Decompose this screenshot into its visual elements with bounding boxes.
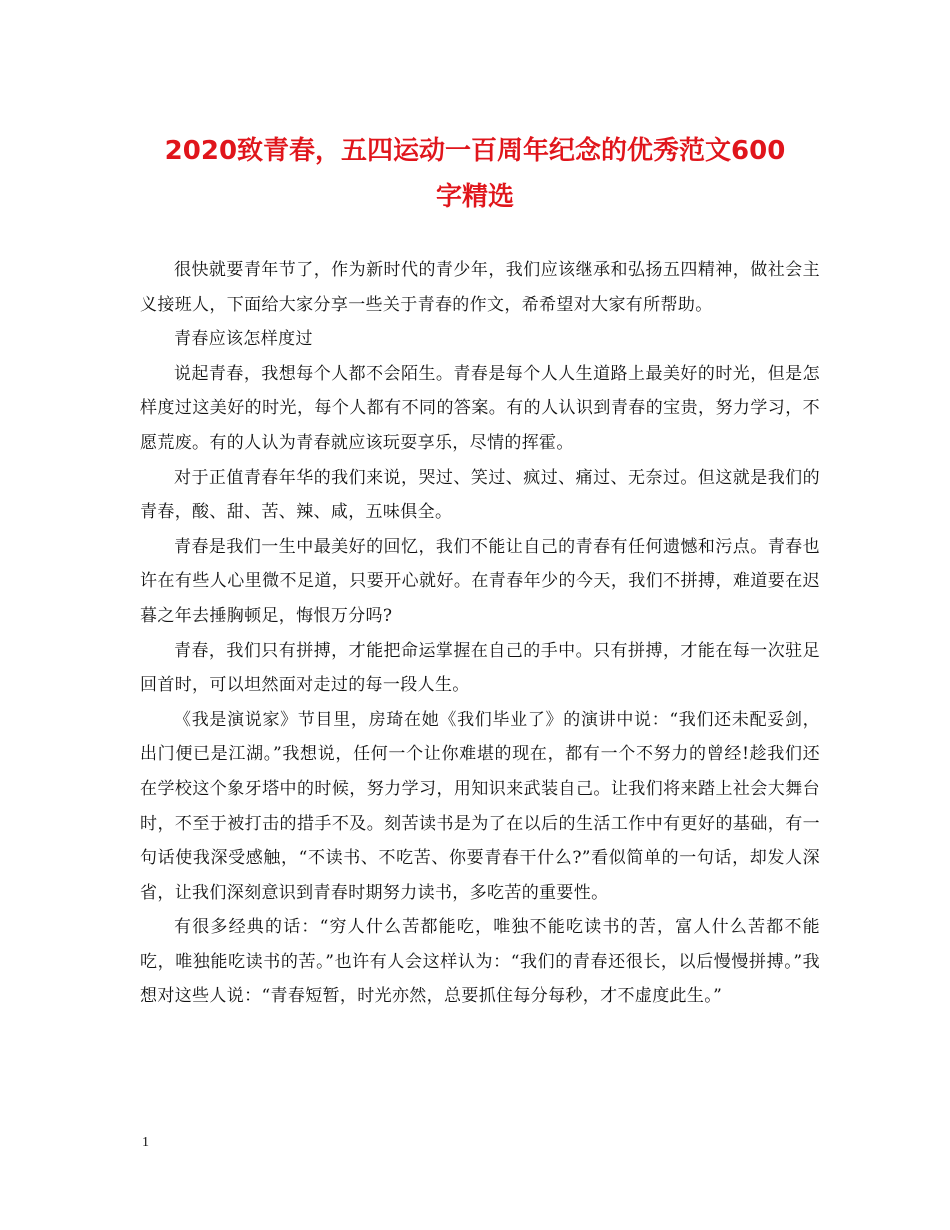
document-body	[140, 253, 820, 1014]
paragraph-3: 青春是我们一生中最美好的回忆，我们不能让自己的青春有任何遗憾和污点。青春也许在有些人心里微不足道，只要开心就好。在青春年少的今天，我们不拼搏，难道要在迟暮之年去捶胸顿足，悔恨万分吗?	[140, 536, 820, 626]
paragraph-subheading: 青春应该怎样度过	[174, 329, 313, 350]
paragraph-5: 《我是演说家》节目里，房琦在她《我们毕业了》的演讲中说：“我们还未配妥剑，出门便已是江湖。”我想说，任何一个让你难堪的现在，都有一个不努力的曾经!趁我们还在学校这个象牙塔中的时候，努力学习，用知识来武装自己。让我们将来踏上社会大舞台时，不至于被打击的措手不及。刻苦读书是为了在以后的生活工作中有更好的基础，有一句话使我深受感触，“不读书、不吃苦、你要青春干什么?”看似简单的一句话，却发人深省，让我们深刻意识到青春时期努力读书，多吃苦的重要性。	[140, 709, 820, 903]
page-number: 1	[142, 1135, 149, 1150]
paragraph-1: 说起青春，我想每个人都不会陌生。青春是每个人人生道路上最美好的时光，但是怎样度过这美好的时光，每个人都有不同的答案。有的人认识到青春的宝贵，努力学习，不愿荒废。有的人认为青春就应该玩耍享乐，尽情的挥霍。	[140, 363, 820, 453]
paragraph-intro: 很快就要青年节了，作为新时代的青少年，我们应该继承和弘扬五四精神，做社会主义接班人，下面给大家分享一些关于青春的作文，希希望对大家有所帮助。	[140, 260, 820, 315]
paragraph-6: 有很多经典的话：“穷人什么苦都能吃，唯独不能吃读书的苦，富人什么苦都不能吃，唯独能吃读书的苦。”也许有人会这样认为：“我们的青春还很长，以后慢慢拼搏。”我想对这些人说：“青春短暂，时光亦然，总要抓住每分每秒，才不虚度此生。”	[140, 917, 820, 1007]
paragraph-2: 对于正值青春年华的我们来说，哭过、笑过、疯过、痛过、无奈过。但这就是我们的青春，酸、甜、苦、辣、咸，五味俱全。	[140, 467, 820, 523]
paragraph-4: 青春，我们只有拼搏，才能把命运掌握在自己的手中。只有拼搏，才能在每一次驻足回首时，可以坦然面对走过的每一段人生。	[140, 640, 820, 696]
title-line-1: 2020致青春，五四运动一百周年纪念的优秀范文600	[164, 136, 786, 166]
title-line-2: 字精选	[435, 182, 514, 212]
document-title	[130, 128, 820, 220]
